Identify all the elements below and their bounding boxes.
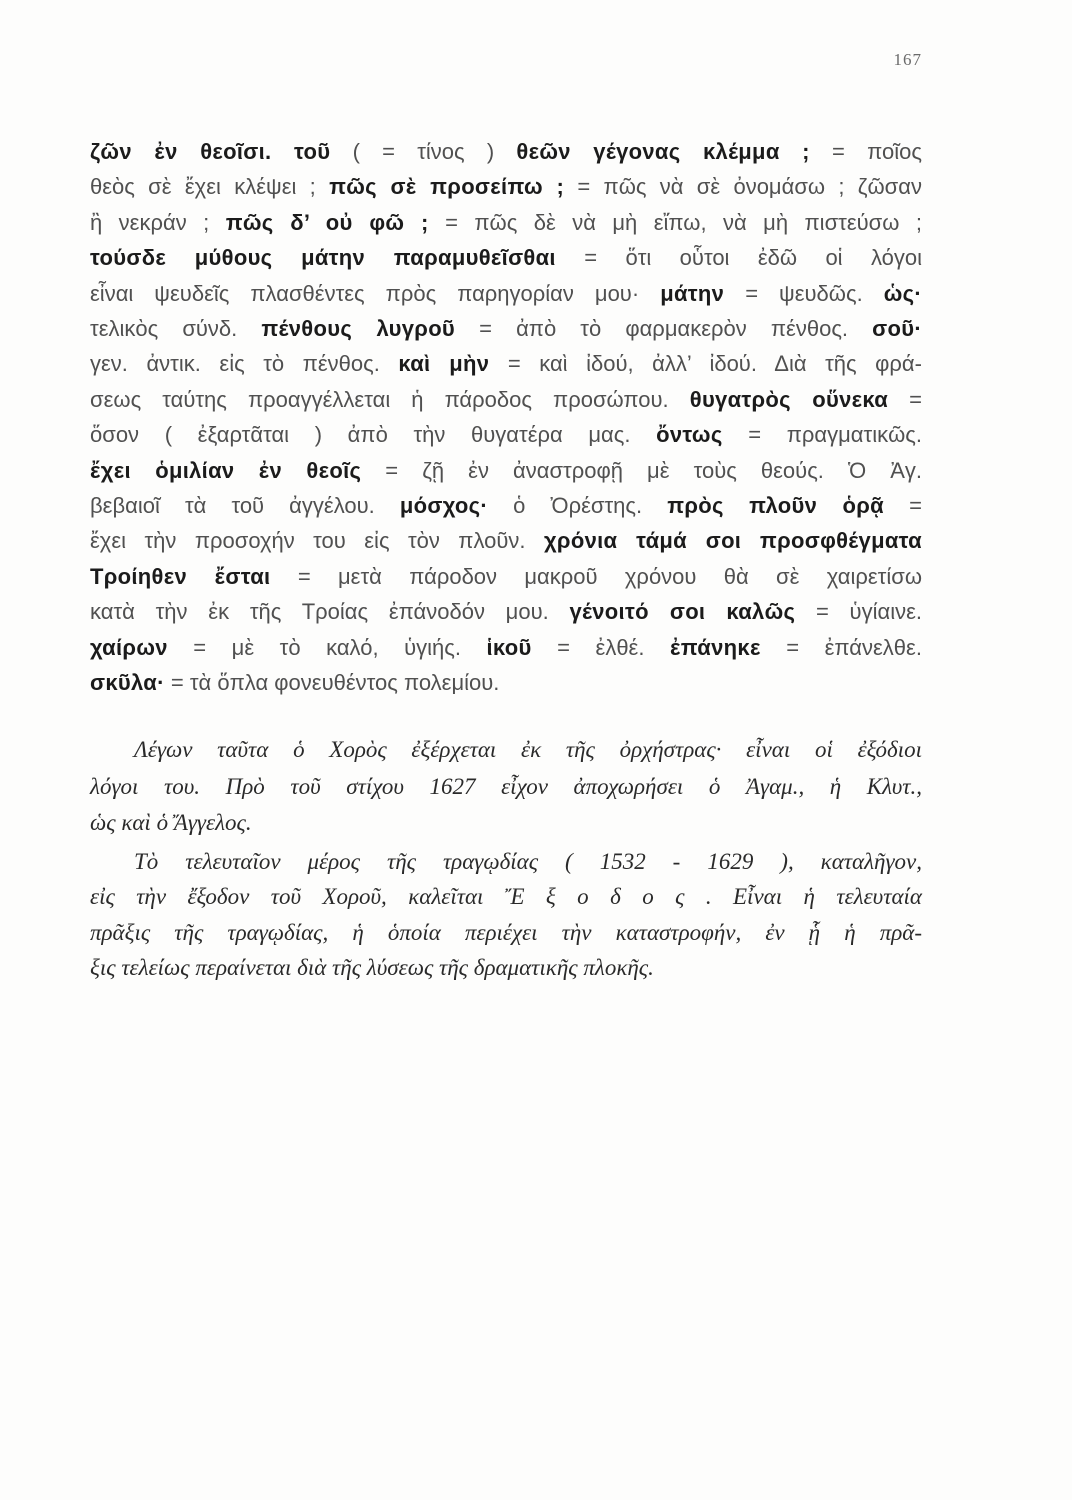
gloss-text: = πῶς δὲ νὰ μὴ εἴπω, νὰ μὴ πιστεύσω ; bbox=[445, 209, 922, 235]
gloss-text: τελικὸς σύνδ. bbox=[90, 316, 238, 342]
text-line: ξις τελείως περαίνεται διὰ τῆς λύσεως τῆς δραματικῆς πλοκῆς. bbox=[90, 955, 654, 981]
gloss-text: = ποῖος bbox=[832, 139, 922, 164]
text-line: λόγοι του. Πρὸ τοῦ στίχου 1627 εἶχον ἀποχωρήσει ὁ Ἀγαμ., ἡ Κλυτ., bbox=[90, 773, 922, 799]
gloss-term: ὡς· bbox=[883, 280, 922, 306]
glossary-line bbox=[90, 559, 922, 594]
text-line: ὡς καὶ ὁ Ἄγγελος. bbox=[90, 810, 252, 835]
gloss-term: ὄντως bbox=[656, 422, 723, 448]
gloss-text: εἶναι ψευδεῖς πλασθέντες πρὸς παρηγορίαν μου· bbox=[90, 280, 640, 306]
gloss-text: = ζῇ ἐν ἀναστροφῇ μὲ τοὺς θεούς. Ὁ Ἀγ. bbox=[385, 457, 922, 483]
gloss-text: = καὶ ἰδού, ἀλλ’ ἰδού. Διὰ τῆς φρά- bbox=[507, 351, 922, 377]
glossary-line bbox=[90, 311, 922, 346]
page-number: 167 bbox=[893, 50, 922, 69]
gloss-text: = μετὰ πάροδον μακροῦ χρόνου θὰ σὲ χαιρετίσω bbox=[297, 563, 922, 589]
gloss-term: σοῦ· bbox=[872, 316, 922, 342]
glossary-line bbox=[90, 240, 922, 275]
gloss-text: = τὰ ὅπλα φονευθέντος πολεμίου. bbox=[170, 670, 500, 696]
gloss-term: πῶς δ’ οὐ φῶ ; bbox=[225, 209, 429, 235]
gloss-term: γένοιτό σοι καλῶς bbox=[569, 599, 796, 625]
gloss-term: θεῶν γέγονας κλέμμα ; bbox=[516, 139, 810, 164]
glossary-line bbox=[90, 382, 922, 417]
exodos-paragraph bbox=[90, 844, 922, 986]
gloss-text: = ὑγίαινε. bbox=[815, 599, 923, 625]
gloss-text: βεβαιοῖ τὰ τοῦ ἀγγέλου. bbox=[90, 493, 375, 519]
gloss-text: = ψευδῶς. bbox=[745, 280, 863, 306]
exit-note-paragraph bbox=[90, 732, 922, 842]
gloss-term: ζῶν ἐν θεοῖσι. τοῦ bbox=[90, 139, 331, 164]
gloss-term: πῶς σὲ προσείπω ; bbox=[329, 174, 565, 200]
gloss-text: = πῶς νὰ σὲ ὀνομάσω ; ζῶσαν bbox=[577, 174, 922, 200]
glossary-line bbox=[90, 665, 922, 700]
glossary-block bbox=[90, 134, 922, 701]
gloss-term: ἐπάνηκε bbox=[670, 634, 761, 660]
gloss-term: χαίρων bbox=[90, 634, 168, 660]
text-line: Τὸ τελευταῖον μέρος τῆς τραγῳδίας ( 1532 - 1629 ), καταλῆγον, bbox=[134, 849, 922, 874]
gloss-term: Τροίηθεν ἔσται bbox=[90, 563, 271, 589]
gloss-term: καὶ μὴν bbox=[398, 351, 490, 377]
glossary-line bbox=[90, 594, 922, 629]
glossary-line bbox=[90, 523, 922, 558]
glossary-line bbox=[90, 169, 922, 204]
gloss-text: γεν. ἀντικ. εἰς τὸ πένθος. bbox=[90, 351, 380, 377]
gloss-text: ( = τίνος ) bbox=[352, 139, 495, 164]
gloss-term: χρόνια τάμά σοι προσφθέγματα bbox=[543, 528, 922, 554]
gloss-text: = bbox=[909, 493, 922, 519]
glossary-line bbox=[90, 276, 922, 311]
gloss-text: ἢ νεκράν ; bbox=[90, 209, 210, 235]
glossary-line bbox=[90, 346, 922, 381]
gloss-text: ὅσον ( ἐξαρτᾶται ) ἀπὸ τὴν θυγατέρα μας. bbox=[90, 422, 631, 448]
text-line: πρᾶξις τῆς τραγῳδίας, ἡ ὁποία περιέχει τὴν καταστροφήν, ἐν ᾗ ἡ πρᾶ- bbox=[90, 919, 922, 945]
gloss-term: μάτην bbox=[660, 280, 725, 306]
glossary-line bbox=[90, 630, 922, 665]
gloss-text: κατὰ τὴν ἐκ τῆς Τροίας ἐπάνοδόν μου. bbox=[90, 599, 549, 625]
glossary-line bbox=[90, 205, 922, 240]
gloss-term: θυγατρὸς οὕνεκα bbox=[689, 386, 889, 412]
gloss-text: ὁ Ὀρέστης. bbox=[513, 493, 643, 519]
gloss-text: σεως ταύτης προαγγέλλεται ἡ πάροδος προσώπου. bbox=[90, 386, 669, 412]
gloss-term: ἱκοῦ bbox=[486, 634, 532, 660]
gloss-text: = ἐλθέ. bbox=[557, 634, 645, 660]
gloss-text: = ἐπάνελθε. bbox=[786, 634, 922, 660]
gloss-term: πρὸς πλοῦν ὁρᾷ bbox=[667, 493, 885, 519]
gloss-term: μόσχος· bbox=[399, 493, 488, 519]
gloss-text: = ἀπὸ τὸ φαρμακερὸν πένθος. bbox=[479, 316, 849, 342]
gloss-term: τούσδε μύθους μάτην παραμυθεῖσθαι bbox=[90, 245, 556, 271]
gloss-text: = bbox=[909, 386, 922, 412]
gloss-text: = ὅτι οὗτοι ἐδῶ οἱ λόγοι bbox=[584, 245, 922, 271]
gloss-text: = μὲ τὸ καλό, ὑγιής. bbox=[193, 634, 461, 660]
glossary-line bbox=[90, 417, 922, 452]
text-line: εἰς τὴν ἔξοδον τοῦ Χοροῦ, καλεῖται Ἔ ξ ο δ ο ς . Εἶναι ἡ τελευταία bbox=[90, 884, 922, 910]
glossary-line bbox=[90, 453, 922, 488]
glossary-line bbox=[90, 134, 922, 169]
gloss-text: = πραγματικῶς. bbox=[748, 422, 922, 448]
gloss-text: θεὸς σὲ ἔχει κλέψει ; bbox=[90, 174, 316, 200]
text-line: Λέγων ταῦτα ὁ Χορὸς ἐξέρχεται ἐκ τῆς ὀρχήστρας· εἶναι οἱ ἐξόδιοι bbox=[134, 737, 922, 762]
gloss-term: ἔχει ὁμιλίαν ἐν θεοῖς bbox=[90, 457, 362, 483]
glossary-line bbox=[90, 488, 922, 523]
gloss-term: σκῦλα· bbox=[90, 670, 165, 696]
gloss-text: ἔχει τὴν προσοχήν του εἰς τὸν πλοῦν. bbox=[90, 528, 526, 554]
gloss-term: πένθους λυγροῦ bbox=[261, 316, 456, 342]
